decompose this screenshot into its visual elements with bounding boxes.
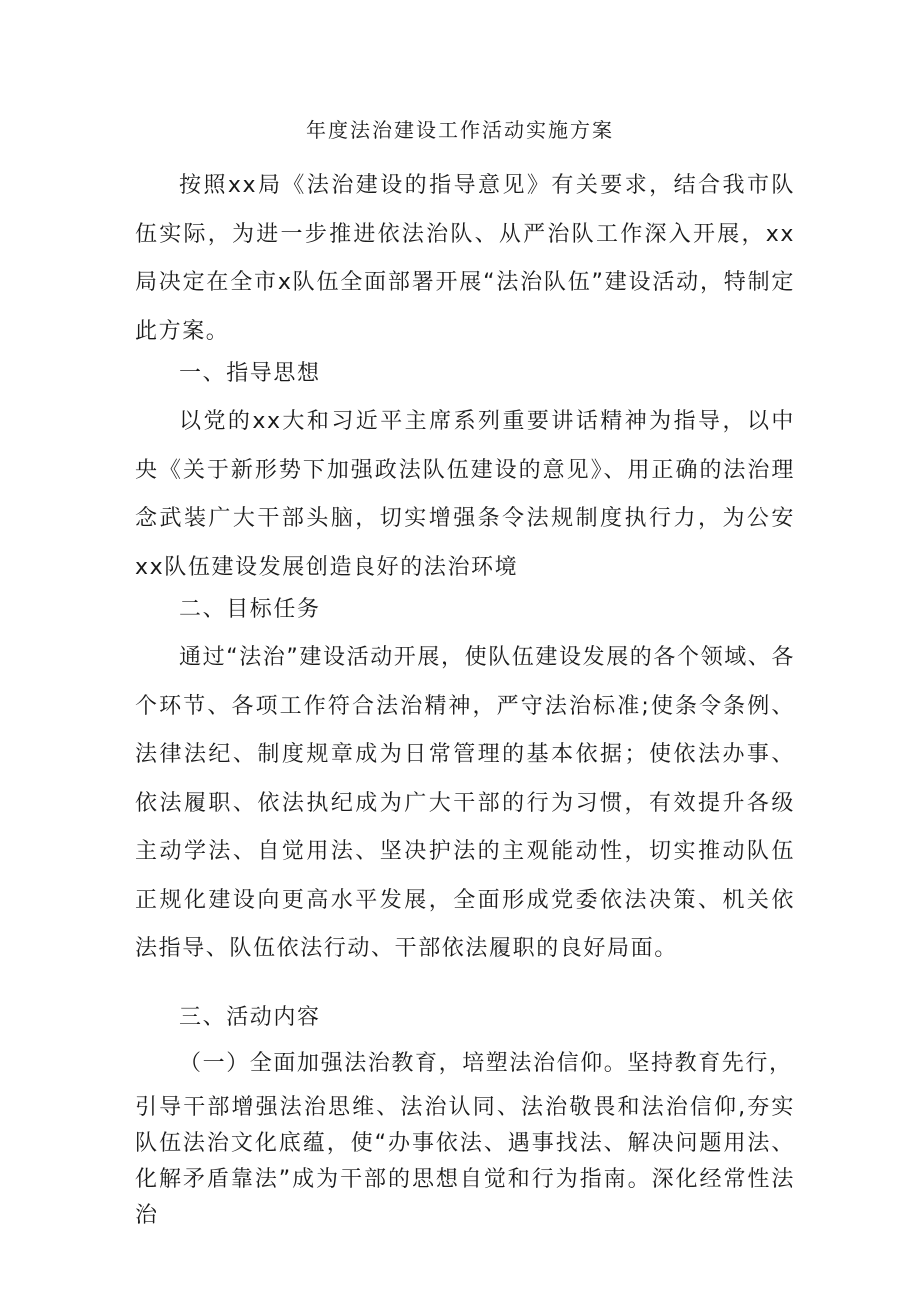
goals-tasks-paragraph: 通过“法治”建设活动开展，使队伍建设发展的各个领域、各个环节、各项工作符合法治精神，严守法治标准;使条令条例、法律法纪、制度规章成为日常管理的基本依据；使依法办事、依法履职、依法执纪成为广大干部的行为习惯，有效提升各级主动学法、自觉用法、坚决护法的主观能动性，切实推动队伍正规化建设向更高水平发展，全面形成党委依法决策、机关依法指导、队伍依法行动、干部依法履职的良好局面。	[135, 645, 795, 961]
activity-item-1-paragraph: 引导干部增强法治思维、法治认同、法治敬畏和法治信仰,夯实队伍法治文化底蕴，使“办事依法、遇事找法、解决问题用法、化解矛盾靠法”成为干部的思想自觉和行为指南。深化经常性法治	[135, 1095, 795, 1228]
activity-item-1-lead: （一）全面加强法治教育，培塑法治信仰。坚持教育先行，	[179, 1051, 793, 1076]
section-heading-guiding-ideology: 一、指导思想	[179, 361, 321, 386]
section-heading-goals-tasks: 二、目标任务	[179, 597, 321, 622]
section-heading-activity-content: 三、活动内容	[179, 1005, 321, 1030]
document-title: 年度法治建设工作活动实施方案	[306, 118, 614, 142]
intro-paragraph: 按照xx局《法治建设的指导意见》有关要求，结合我市队伍实际，为进一步推进依法治队、从严治队工作深入开展，xx局决定在全市x队伍全面部署开展“法治队伍”建设活动，特制定此方案。	[135, 173, 795, 344]
guiding-ideology-paragraph: 以党的xx大和习近平主席系列重要讲话精神为指导，以中央《关于新形势下加强政法队伍建设的意见》、用正确的法治理念武装广大干部头脑，切实增强条令法规制度执行力，为公安xx队伍建设发展创造良好的法治环境	[135, 409, 795, 580]
